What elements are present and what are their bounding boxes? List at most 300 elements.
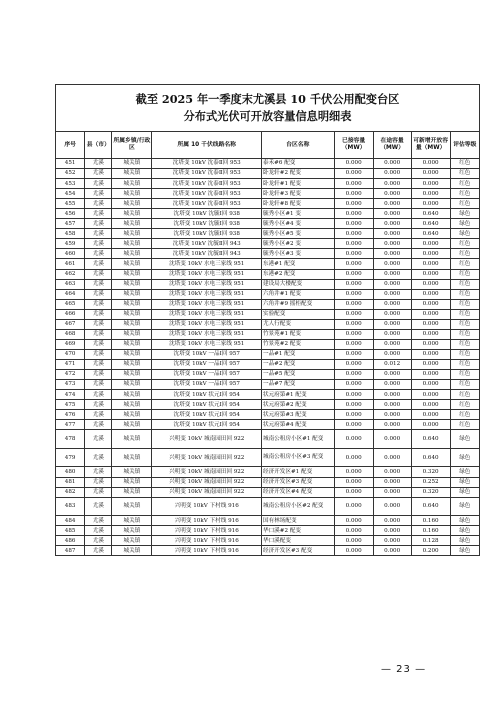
cell-grade: 红色 xyxy=(450,329,479,339)
cell-available: 0.000 xyxy=(411,369,450,379)
cell-available: 0.000 xyxy=(411,179,450,189)
cell-available: 0.000 xyxy=(411,159,450,169)
cell-line: 沈塔变 10kV 水电三家线 951 xyxy=(152,319,262,329)
cell-county: 尤溪 xyxy=(85,239,112,249)
cell-area: 竹景苑#1 配变 xyxy=(261,329,334,339)
cell-area: 毓秀小区#1 变 xyxy=(261,209,334,219)
cell-no: 474 xyxy=(56,390,85,400)
column-header-available: 可新增开放容量（MW） xyxy=(411,132,450,159)
cell-pending: 0.000 xyxy=(373,339,411,349)
cell-county: 尤溪 xyxy=(85,546,112,556)
column-header-town: 所属乡镇/行政区 xyxy=(112,132,152,159)
cell-pending: 0.000 xyxy=(373,199,411,209)
cell-town: 城关镇 xyxy=(112,497,152,516)
cell-area: 卧龙轩#1 配变 xyxy=(261,179,334,189)
cell-line: 沈塔变 10kV 沈泰Ⅱ回 953 xyxy=(152,179,262,189)
cell-county: 尤溪 xyxy=(85,279,112,289)
table-row xyxy=(56,430,480,449)
table-row xyxy=(56,516,480,526)
cell-available: 0.000 xyxy=(411,359,450,369)
cell-line: 沈塔变 10kV 一品Ⅰ回 957 xyxy=(152,369,262,379)
cell-connected: 0.000 xyxy=(334,229,373,239)
column-header-pending: 在途容量（MW） xyxy=(373,132,411,159)
cell-pending: 0.000 xyxy=(373,487,411,497)
cell-town: 城关镇 xyxy=(112,359,152,369)
cell-area: 经济开发区#3 配变 xyxy=(261,477,334,487)
cell-pending: 0.000 xyxy=(373,219,411,229)
cell-county: 尤溪 xyxy=(85,359,112,369)
cell-grade: 红色 xyxy=(450,159,479,169)
cell-no: 471 xyxy=(56,359,85,369)
cell-available: 0.000 xyxy=(411,249,450,259)
cell-available: 0.000 xyxy=(411,269,450,279)
cell-grade: 绿色 xyxy=(450,477,479,487)
cell-area: 毓秀小区#2 变 xyxy=(261,239,334,249)
cell-pending: 0.000 xyxy=(373,546,411,556)
cell-town: 城关镇 xyxy=(112,279,152,289)
cell-line: 兴明变 10kV 下村线 916 xyxy=(152,497,262,516)
cell-area: 城南公租房小区#3 配变 xyxy=(261,448,334,467)
table-row xyxy=(56,279,480,289)
cell-available: 0.640 xyxy=(411,448,450,467)
cell-county: 尤溪 xyxy=(85,209,112,219)
cell-county: 尤溪 xyxy=(85,516,112,526)
cell-line: 沈塔变 10kV 水电三家线 951 xyxy=(152,339,262,349)
cell-available: 0.000 xyxy=(411,329,450,339)
table-row xyxy=(56,390,480,400)
cell-grade: 绿色 xyxy=(450,448,479,467)
cell-town: 城关镇 xyxy=(112,400,152,410)
cell-pending: 0.000 xyxy=(373,410,411,420)
table-row xyxy=(56,369,480,379)
table-row xyxy=(56,477,480,487)
cell-area: 经济开发区#3 配变 xyxy=(261,546,334,556)
cell-line: 沈塔变 10kV 沈毓Ⅰ回 938 xyxy=(152,209,262,219)
cell-county: 尤溪 xyxy=(85,467,112,477)
cell-area: 华口溪#2 配变 xyxy=(261,526,334,536)
cell-connected: 0.000 xyxy=(334,279,373,289)
cell-line: 沈塔变 10kV 沈泰Ⅱ回 953 xyxy=(152,169,262,179)
cell-line: 沈塔变 10kV 水电三家线 951 xyxy=(152,269,262,279)
cell-available: 0.252 xyxy=(411,477,450,487)
cell-town: 城关镇 xyxy=(112,487,152,497)
cell-available: 0.320 xyxy=(411,487,450,497)
cell-county: 尤溪 xyxy=(85,380,112,390)
cell-pending: 0.000 xyxy=(373,420,411,430)
column-header-grade: 评估等级 xyxy=(450,132,479,159)
cell-no: 486 xyxy=(56,536,85,546)
cell-area: 状元府第#4 配变 xyxy=(261,420,334,430)
cell-no: 472 xyxy=(56,369,85,379)
cell-grade: 绿色 xyxy=(450,497,479,516)
cell-connected: 0.000 xyxy=(334,329,373,339)
cell-no: 482 xyxy=(56,487,85,497)
table-row xyxy=(56,339,480,349)
cell-town: 城关镇 xyxy=(112,420,152,430)
cell-grade: 红色 xyxy=(450,169,479,179)
cell-no: 476 xyxy=(56,410,85,420)
table-row xyxy=(56,410,480,420)
cell-town: 城关镇 xyxy=(112,477,152,487)
cell-line: 沈塔变 10kV 状元Ⅰ回 954 xyxy=(152,390,262,400)
cell-county: 尤溪 xyxy=(85,477,112,487)
cell-town: 城关镇 xyxy=(112,219,152,229)
cell-pending: 0.000 xyxy=(373,400,411,410)
cell-town: 城关镇 xyxy=(112,289,152,299)
cell-pending: 0.000 xyxy=(373,536,411,546)
cell-connected: 0.000 xyxy=(334,159,373,169)
cell-available: 0.640 xyxy=(411,229,450,239)
cell-area: 国有林场配变 xyxy=(261,516,334,526)
table-row xyxy=(56,229,480,239)
cell-pending: 0.000 xyxy=(373,390,411,400)
cell-pending: 0.012 xyxy=(373,359,411,369)
cell-grade: 绿色 xyxy=(450,209,479,219)
cell-connected: 0.000 xyxy=(334,319,373,329)
table-row xyxy=(56,169,480,179)
table-row xyxy=(56,189,480,199)
cell-connected: 0.000 xyxy=(334,526,373,536)
column-header-connected: 已接容量（MW） xyxy=(334,132,373,159)
cell-connected: 0.000 xyxy=(334,410,373,420)
cell-area: 建设局大楼配变 xyxy=(261,279,334,289)
table-row xyxy=(56,199,480,209)
cell-available: 0.000 xyxy=(411,239,450,249)
cell-area: 一品#2 配变 xyxy=(261,359,334,369)
table-row xyxy=(56,209,480,219)
cell-grade: 绿色 xyxy=(450,219,479,229)
cell-no: 487 xyxy=(56,546,85,556)
cell-area: 毓秀小区#4 变 xyxy=(261,219,334,229)
cell-line: 沈塔变 10kV 沈毓Ⅱ回 943 xyxy=(152,239,262,249)
cell-grade: 红色 xyxy=(450,309,479,319)
table-row xyxy=(56,380,480,390)
cell-county: 尤溪 xyxy=(85,400,112,410)
cell-available: 0.000 xyxy=(411,199,450,209)
cell-area: 城南公租房小区#1 配变 xyxy=(261,430,334,449)
capacity-table-container xyxy=(55,84,480,556)
table-row xyxy=(56,289,480,299)
cell-no: 468 xyxy=(56,329,85,339)
cell-pending: 0.000 xyxy=(373,430,411,449)
cell-town: 城关镇 xyxy=(112,516,152,526)
cell-available: 0.640 xyxy=(411,430,450,449)
table-row xyxy=(56,526,480,536)
table-row xyxy=(56,349,480,359)
cell-connected: 0.000 xyxy=(334,477,373,487)
cell-connected: 0.000 xyxy=(334,380,373,390)
cell-grade: 红色 xyxy=(450,279,479,289)
cell-town: 城关镇 xyxy=(112,448,152,467)
cell-county: 尤溪 xyxy=(85,199,112,209)
cell-line: 沈塔变 10kV 水电三家线 951 xyxy=(152,299,262,309)
cell-grade: 绿色 xyxy=(450,526,479,536)
cell-connected: 0.000 xyxy=(334,219,373,229)
column-header-no: 序号 xyxy=(56,132,85,159)
column-header-line: 所属 10 千伏线路名称 xyxy=(152,132,262,159)
cell-area: 毓秀小区#5 变 xyxy=(261,229,334,239)
cell-available: 0.000 xyxy=(411,339,450,349)
cell-line: 兴明变 10kV 下村线 916 xyxy=(152,526,262,536)
cell-area: 尤人行配变 xyxy=(261,319,334,329)
cell-no: 478 xyxy=(56,430,85,449)
cell-pending: 0.000 xyxy=(373,189,411,199)
cell-pending: 0.000 xyxy=(373,319,411,329)
cell-area: 六角井#9 摇柜配变 xyxy=(261,299,334,309)
cell-county: 尤溪 xyxy=(85,410,112,420)
cell-county: 尤溪 xyxy=(85,536,112,546)
cell-pending: 0.000 xyxy=(373,516,411,526)
cell-area: 城南公租房小区#2 配变 xyxy=(261,497,334,516)
cell-no: 470 xyxy=(56,349,85,359)
cell-county: 尤溪 xyxy=(85,526,112,536)
cell-town: 城关镇 xyxy=(112,269,152,279)
cell-town: 城关镇 xyxy=(112,339,152,349)
cell-grade: 红色 xyxy=(450,289,479,299)
cell-area: 东港#1 配变 xyxy=(261,259,334,269)
cell-connected: 0.000 xyxy=(334,390,373,400)
column-header-row xyxy=(56,132,480,159)
cell-area: 一品#7 配变 xyxy=(261,380,334,390)
cell-grade: 红色 xyxy=(450,369,479,379)
cell-connected: 0.000 xyxy=(334,209,373,219)
cell-pending: 0.000 xyxy=(373,279,411,289)
cell-available: 0.000 xyxy=(411,380,450,390)
cell-connected: 0.000 xyxy=(334,309,373,319)
table-row xyxy=(56,497,480,516)
cell-pending: 0.000 xyxy=(373,309,411,319)
cell-no: 464 xyxy=(56,289,85,299)
cell-available: 0.128 xyxy=(411,536,450,546)
cell-available: 0.000 xyxy=(411,390,450,400)
cell-area: 状元府第#1 配变 xyxy=(261,390,334,400)
cell-pending: 0.000 xyxy=(373,239,411,249)
cell-area: 状元府第#2 配变 xyxy=(261,400,334,410)
cell-connected: 0.000 xyxy=(334,259,373,269)
cell-county: 尤溪 xyxy=(85,349,112,359)
cell-connected: 0.000 xyxy=(334,430,373,449)
cell-line: 沈塔变 10kV 一品Ⅰ回 957 xyxy=(152,359,262,369)
cell-line: 沈塔变 10kV 沈毓Ⅰ回 938 xyxy=(152,229,262,239)
cell-grade: 红色 xyxy=(450,179,479,189)
cell-connected: 0.000 xyxy=(334,369,373,379)
cell-county: 尤溪 xyxy=(85,319,112,329)
cell-no: 457 xyxy=(56,219,85,229)
table-row xyxy=(56,487,480,497)
cell-town: 城关镇 xyxy=(112,169,152,179)
cell-no: 456 xyxy=(56,209,85,219)
cell-available: 0.000 xyxy=(411,400,450,410)
cell-no: 475 xyxy=(56,400,85,410)
cell-county: 尤溪 xyxy=(85,309,112,319)
table-row xyxy=(56,448,480,467)
cell-area: 一品#1 配变 xyxy=(261,349,334,359)
cell-available: 0.000 xyxy=(411,279,450,289)
cell-line: 沈塔变 10kV 沈毓Ⅰ回 938 xyxy=(152,219,262,229)
cell-county: 尤溪 xyxy=(85,487,112,497)
cell-grade: 红色 xyxy=(450,339,479,349)
cell-town: 城关镇 xyxy=(112,249,152,259)
cell-pending: 0.000 xyxy=(373,448,411,467)
cell-town: 城关镇 xyxy=(112,239,152,249)
table-row xyxy=(56,159,480,169)
cell-town: 城关镇 xyxy=(112,536,152,546)
cell-line: 沈塔变 10kV 水电三家线 951 xyxy=(152,329,262,339)
table-row xyxy=(56,536,480,546)
cell-no: 455 xyxy=(56,199,85,209)
cell-connected: 0.000 xyxy=(334,269,373,279)
table-row xyxy=(56,400,480,410)
cell-grade: 红色 xyxy=(450,249,479,259)
cell-grade: 红色 xyxy=(450,390,479,400)
cell-available: 0.000 xyxy=(411,420,450,430)
cell-no: 467 xyxy=(56,319,85,329)
cell-grade: 红色 xyxy=(450,269,479,279)
cell-pending: 0.000 xyxy=(373,249,411,259)
cell-connected: 0.000 xyxy=(334,400,373,410)
cell-county: 尤溪 xyxy=(85,159,112,169)
cell-no: 485 xyxy=(56,526,85,536)
cell-line: 兴明变 10kV 城南园田回 922 xyxy=(152,430,262,449)
cell-county: 尤溪 xyxy=(85,249,112,259)
cell-line: 兴明变 10kV 城南园田回 922 xyxy=(152,467,262,477)
cell-grade: 红色 xyxy=(450,349,479,359)
cell-no: 481 xyxy=(56,477,85,487)
cell-town: 城关镇 xyxy=(112,229,152,239)
cell-no: 461 xyxy=(56,259,85,269)
cell-town: 城关镇 xyxy=(112,329,152,339)
cell-area: 泰禾#6 配变 xyxy=(261,159,334,169)
cell-no: 484 xyxy=(56,516,85,526)
cell-available: 0.160 xyxy=(411,516,450,526)
cell-available: 0.000 xyxy=(411,289,450,299)
cell-county: 尤溪 xyxy=(85,299,112,309)
cell-grade: 绿色 xyxy=(450,229,479,239)
cell-no: 451 xyxy=(56,159,85,169)
cell-county: 尤溪 xyxy=(85,339,112,349)
cell-available: 0.000 xyxy=(411,189,450,199)
cell-grade: 红色 xyxy=(450,380,479,390)
cell-connected: 0.000 xyxy=(334,339,373,349)
cell-grade: 绿色 xyxy=(450,516,479,526)
cell-line: 沈塔变 10kV 沈毓Ⅱ回 943 xyxy=(152,249,262,259)
cell-line: 沈塔变 10kV 水电三家线 951 xyxy=(152,309,262,319)
cell-connected: 0.000 xyxy=(334,359,373,369)
cell-connected: 0.000 xyxy=(334,249,373,259)
cell-line: 沈塔变 10kV 一品Ⅰ回 957 xyxy=(152,380,262,390)
cell-line: 沈塔变 10kV 状元Ⅰ回 954 xyxy=(152,400,262,410)
cell-no: 465 xyxy=(56,299,85,309)
cell-no: 466 xyxy=(56,309,85,319)
cell-line: 兴明变 10kV 城南园田回 922 xyxy=(152,487,262,497)
cell-no: 460 xyxy=(56,249,85,259)
table-row xyxy=(56,219,480,229)
cell-county: 尤溪 xyxy=(85,329,112,339)
cell-grade: 红色 xyxy=(450,400,479,410)
table-row xyxy=(56,319,480,329)
cell-available: 0.000 xyxy=(411,299,450,309)
cell-grade: 红色 xyxy=(450,410,479,420)
cell-county: 尤溪 xyxy=(85,497,112,516)
table-body xyxy=(56,159,480,556)
cell-town: 城关镇 xyxy=(112,199,152,209)
cell-line: 兴明变 10kV 城南园田回 922 xyxy=(152,477,262,487)
cell-pending: 0.000 xyxy=(373,467,411,477)
cell-town: 城关镇 xyxy=(112,299,152,309)
cell-grade: 红色 xyxy=(450,199,479,209)
table-row xyxy=(56,179,480,189)
cell-area: 经济开发区#4 配变 xyxy=(261,487,334,497)
cell-no: 480 xyxy=(56,467,85,477)
table-row xyxy=(56,359,480,369)
cell-town: 城关镇 xyxy=(112,380,152,390)
title-line-1: 截至 2025 年一季度末尤溪县 10 千伏公用配变台区 xyxy=(135,92,400,106)
cell-connected: 0.000 xyxy=(334,199,373,209)
cell-area: 卧龙轩#2 配变 xyxy=(261,169,334,179)
cell-pending: 0.000 xyxy=(373,289,411,299)
cell-grade: 绿色 xyxy=(450,467,479,477)
cell-town: 城关镇 xyxy=(112,546,152,556)
cell-pending: 0.000 xyxy=(373,229,411,239)
cell-connected: 0.000 xyxy=(334,497,373,516)
cell-no: 463 xyxy=(56,279,85,289)
table-row xyxy=(56,239,480,249)
cell-area: 毓秀小区#3 变 xyxy=(261,249,334,259)
cell-connected: 0.000 xyxy=(334,179,373,189)
cell-town: 城关镇 xyxy=(112,189,152,199)
cell-area: 六角井#1 配变 xyxy=(261,289,334,299)
table-row xyxy=(56,269,480,279)
cell-county: 尤溪 xyxy=(85,430,112,449)
cell-pending: 0.000 xyxy=(373,269,411,279)
cell-available: 0.640 xyxy=(411,209,450,219)
cell-grade: 红色 xyxy=(450,319,479,329)
cell-no: 454 xyxy=(56,189,85,199)
cell-grade: 红色 xyxy=(450,239,479,249)
cell-pending: 0.000 xyxy=(373,380,411,390)
cell-available: 0.160 xyxy=(411,526,450,536)
cell-available: 0.320 xyxy=(411,467,450,477)
cell-pending: 0.000 xyxy=(373,526,411,536)
cell-no: 483 xyxy=(56,497,85,516)
cell-connected: 0.000 xyxy=(334,189,373,199)
cell-no: 458 xyxy=(56,229,85,239)
cell-county: 尤溪 xyxy=(85,259,112,269)
cell-county: 尤溪 xyxy=(85,269,112,279)
cell-connected: 0.000 xyxy=(334,420,373,430)
cell-connected: 0.000 xyxy=(334,487,373,497)
cell-grade: 红色 xyxy=(450,359,479,369)
cell-area: 经济开发区#1 配变 xyxy=(261,467,334,477)
cell-county: 尤溪 xyxy=(85,369,112,379)
page-number: — 23 — xyxy=(381,664,427,675)
cell-grade: 绿色 xyxy=(450,487,479,497)
cell-pending: 0.000 xyxy=(373,369,411,379)
cell-grade: 红色 xyxy=(450,259,479,269)
cell-line: 沈塔变 10kV 沈泰Ⅱ回 953 xyxy=(152,199,262,209)
cell-county: 尤溪 xyxy=(85,390,112,400)
cell-town: 城关镇 xyxy=(112,259,152,269)
cell-available: 0.000 xyxy=(411,319,450,329)
cell-line: 兴明变 10kV 下村线 916 xyxy=(152,536,262,546)
cell-pending: 0.000 xyxy=(373,169,411,179)
cell-area: 一品#5 配变 xyxy=(261,369,334,379)
cell-town: 城关镇 xyxy=(112,369,152,379)
table-row xyxy=(56,249,480,259)
cell-connected: 0.000 xyxy=(334,467,373,477)
cell-area: 竹景苑#2 配变 xyxy=(261,339,334,349)
cell-no: 473 xyxy=(56,380,85,390)
